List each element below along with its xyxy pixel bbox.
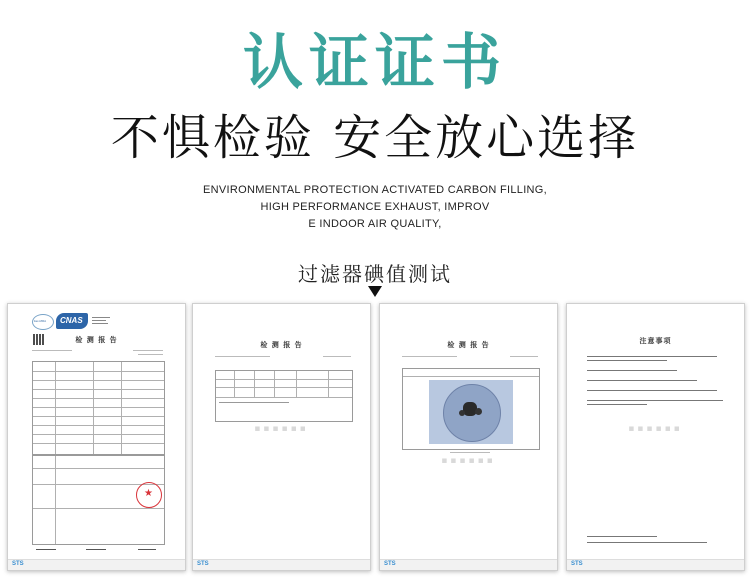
- sts-logo: STS: [197, 561, 209, 567]
- ilac-mra-logo: ilac-MRA: [32, 314, 54, 330]
- document-heading: 检 测 报 告: [447, 341, 490, 349]
- english-line-1: ENVIRONMENTAL PROTECTION ACTIVATED CARBON FILLING,: [202, 184, 548, 196]
- watermark: ▪▪▪▪▪▪: [628, 424, 683, 434]
- page-subtitle: 不惧检验 安全放心选择: [110, 110, 640, 166]
- notice-page[interactable]: [566, 303, 745, 571]
- inspection-stamp-icon: ★: [136, 482, 162, 508]
- english-line-2: HIGH PERFORMANCE EXHAUST, IMPROV: [260, 201, 490, 213]
- english-line-3: E INDOOR AIR QUALITY,: [308, 218, 442, 230]
- test-report-page-3[interactable]: [379, 303, 558, 571]
- cnas-logo: CNAS: [56, 313, 88, 329]
- sample-photo: [429, 380, 513, 444]
- document-heading: 注意事项: [639, 337, 672, 345]
- page-title: 认证证书: [243, 28, 507, 98]
- sts-logo: STS: [12, 561, 24, 567]
- watermark: ▪▪▪▪▪▪: [441, 456, 496, 466]
- down-arrow-icon: [368, 286, 382, 297]
- sts-logo: STS: [571, 561, 583, 567]
- document-heading: 检 测 报 告: [75, 336, 118, 344]
- test-report-page-2[interactable]: [192, 303, 371, 571]
- document-footer: [8, 559, 185, 570]
- section-label: 过滤器碘值测试: [298, 262, 452, 286]
- test-summary-table: [215, 370, 353, 422]
- document-footer: [567, 559, 744, 570]
- watermark: ▪▪▪▪▪▪: [254, 424, 309, 434]
- report-info-table: [32, 361, 165, 455]
- document-footer: [193, 559, 370, 570]
- document-footer: [380, 559, 557, 570]
- sample-photo-frame: [402, 368, 540, 450]
- document-heading: 检 测 报 告: [260, 341, 303, 349]
- english-description: [0, 182, 750, 233]
- sts-logo: STS: [384, 561, 396, 567]
- test-report-page-1[interactable]: [7, 303, 186, 571]
